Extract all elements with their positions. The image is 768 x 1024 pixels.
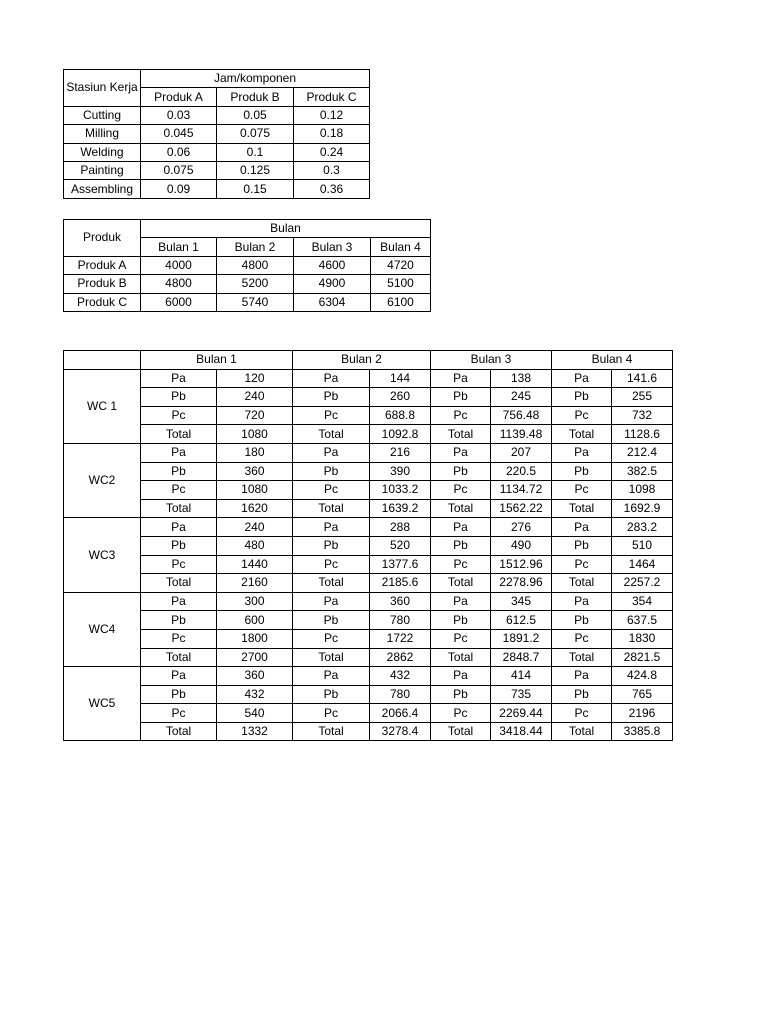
row-label: Pa: [431, 443, 491, 462]
table-cell: 414: [491, 667, 552, 686]
table-cell: 216: [370, 443, 431, 462]
row-label: Pc: [431, 704, 491, 723]
table-cell: 480: [217, 536, 293, 555]
row-label: Pc: [552, 704, 612, 723]
row-label: Pc: [293, 406, 370, 425]
table-cell: 2700: [217, 648, 293, 667]
row-label: Pa: [141, 518, 217, 537]
table-cell: 5740: [217, 293, 294, 311]
table-cell: 2269.44: [491, 704, 552, 723]
column-header: Produk C: [294, 88, 370, 106]
row-label: Pa: [293, 443, 370, 462]
table-cell: 1033.2: [370, 481, 431, 500]
table-cell: 0.12: [294, 106, 370, 124]
station-label: WC 1: [64, 369, 141, 443]
table-cell: 765: [612, 685, 673, 704]
table-cell: 354: [612, 592, 673, 611]
row-label: Pa: [431, 667, 491, 686]
table-row: [64, 685, 673, 704]
table-row: [64, 592, 673, 611]
table-row: [64, 462, 673, 481]
row-label: Pc: [293, 555, 370, 574]
table-cell: 432: [370, 667, 431, 686]
row-label: Assembling: [64, 180, 141, 198]
row-label: Pa: [293, 592, 370, 611]
table-cell: 612.5: [491, 611, 552, 630]
table-cell: 1332: [217, 722, 293, 741]
table-row: [64, 518, 673, 537]
row-label: Pa: [293, 369, 370, 388]
row-label: Pa: [552, 369, 612, 388]
row-label: Total: [552, 722, 612, 741]
row-label: Pc: [141, 481, 217, 500]
table-row: [64, 180, 370, 198]
table-row: [64, 406, 673, 425]
station-label: WC3: [64, 518, 141, 592]
table-row: [64, 106, 370, 124]
table-cell: 138: [491, 369, 552, 388]
table-cell: 288: [370, 518, 431, 537]
row-label: Pc: [141, 555, 217, 574]
table-cell: 0.09: [141, 180, 217, 198]
table-cell: 240: [217, 518, 293, 537]
table-row: [64, 555, 673, 574]
row-label: Pb: [552, 388, 612, 407]
table-cell: 0.24: [294, 143, 370, 161]
row-label: Pb: [431, 462, 491, 481]
table-cell: 2278.96: [491, 574, 552, 593]
table-cell: 1891.2: [491, 629, 552, 648]
table-cell: 1464: [612, 555, 673, 574]
table-cell: 2160: [217, 574, 293, 593]
row-label: Painting: [64, 161, 141, 179]
table-row: [64, 481, 673, 500]
table-cell: 688.8: [370, 406, 431, 425]
row-header: Stasiun Kerja: [64, 70, 141, 107]
table-cell: 0.075: [141, 161, 217, 179]
table-cell: 637.5: [612, 611, 673, 630]
row-label: Pb: [431, 685, 491, 704]
table-cell: 1512.96: [491, 555, 552, 574]
table-row: [64, 275, 431, 293]
table-cell: 1128.6: [612, 425, 673, 444]
table-cell: 1080: [217, 425, 293, 444]
table-cell: 0.05: [217, 106, 294, 124]
table-cell: 510: [612, 536, 673, 555]
row-label: Pb: [141, 611, 217, 630]
table-cell: 0.03: [141, 106, 217, 124]
table-cell: 2862: [370, 648, 431, 667]
table-row: [64, 256, 431, 274]
row-label: Pa: [431, 592, 491, 611]
table-cell: 1620: [217, 499, 293, 518]
row-label: Welding: [64, 143, 141, 161]
table-cell: 600: [217, 611, 293, 630]
row-label: Pb: [431, 388, 491, 407]
table-cell: 1800: [217, 629, 293, 648]
row-label: Pa: [552, 443, 612, 462]
row-label: Milling: [64, 125, 141, 143]
table-cell: 4720: [371, 256, 431, 274]
row-label: Pb: [431, 536, 491, 555]
table-cell: 780: [370, 685, 431, 704]
table-row: [64, 443, 673, 462]
table-row: [64, 293, 431, 311]
workstation-hours-table: [63, 69, 370, 199]
row-label: Pb: [141, 536, 217, 555]
table-cell: 490: [491, 536, 552, 555]
table-cell: 0.075: [217, 125, 294, 143]
table-cell: 1134.72: [491, 481, 552, 500]
table-cell: 5200: [217, 275, 294, 293]
month-header: Bulan 4: [552, 351, 673, 370]
row-label: Pa: [552, 592, 612, 611]
row-label: Cutting: [64, 106, 141, 124]
station-label: WC4: [64, 592, 141, 666]
row-label: Pa: [431, 518, 491, 537]
table-cell: 732: [612, 406, 673, 425]
column-header: Bulan 2: [217, 238, 294, 256]
table-cell: 144: [370, 369, 431, 388]
table-cell: 2185.6: [370, 574, 431, 593]
row-label: Pc: [552, 555, 612, 574]
row-label: Pc: [141, 406, 217, 425]
table-cell: 5100: [371, 275, 431, 293]
table-cell: 345: [491, 592, 552, 611]
row-label: Pc: [431, 481, 491, 500]
table-cell: 0.36: [294, 180, 370, 198]
table-row: [64, 667, 673, 686]
table-cell: 1440: [217, 555, 293, 574]
table-cell: 212.4: [612, 443, 673, 462]
table-cell: 1098: [612, 481, 673, 500]
table-cell: 1692.9: [612, 499, 673, 518]
row-label: Pc: [431, 629, 491, 648]
row-header: Produk: [64, 220, 141, 257]
row-label: Total: [293, 499, 370, 518]
row-label: Total: [431, 425, 491, 444]
row-label: Total: [552, 499, 612, 518]
row-label: Pa: [141, 667, 217, 686]
table-cell: 0.045: [141, 125, 217, 143]
table-cell: 3278.4: [370, 722, 431, 741]
table-row: [64, 369, 673, 388]
row-label: Total: [141, 722, 217, 741]
table-cell: 120: [217, 369, 293, 388]
column-header: Produk B: [217, 88, 294, 106]
row-label: Total: [431, 499, 491, 518]
row-label: Pc: [293, 629, 370, 648]
table-row: [64, 161, 370, 179]
table-cell: 360: [217, 667, 293, 686]
table-cell: 4600: [294, 256, 371, 274]
table-cell: 540: [217, 704, 293, 723]
column-header: Bulan 4: [371, 238, 431, 256]
station-label: WC2: [64, 443, 141, 517]
row-label: Pb: [141, 388, 217, 407]
row-label: Total: [141, 425, 217, 444]
month-header: Bulan 1: [141, 351, 293, 370]
column-header: Produk A: [141, 88, 217, 106]
table-cell: 432: [217, 685, 293, 704]
table-cell: 300: [217, 592, 293, 611]
table-cell: 1639.2: [370, 499, 431, 518]
row-label: Pa: [141, 369, 217, 388]
table-cell: 2848.7: [491, 648, 552, 667]
row-label: Pb: [293, 536, 370, 555]
row-label: Pc: [431, 406, 491, 425]
row-label: Total: [293, 722, 370, 741]
table-cell: 4000: [141, 256, 217, 274]
table-cell: 1080: [217, 481, 293, 500]
row-label: Pc: [552, 481, 612, 500]
row-label: Pa: [293, 667, 370, 686]
table-cell: 4900: [294, 275, 371, 293]
row-label: Total: [141, 574, 217, 593]
table-cell: 6000: [141, 293, 217, 311]
table-cell: 207: [491, 443, 552, 462]
table-row: [64, 499, 673, 518]
table-cell: 0.1: [217, 143, 294, 161]
table-cell: 1562.22: [491, 499, 552, 518]
monthly-demand-table: [63, 219, 431, 312]
table-row: [64, 722, 673, 741]
station-label: WC5: [64, 667, 141, 741]
row-label: Total: [141, 648, 217, 667]
row-label: Total: [293, 574, 370, 593]
row-label: Pb: [141, 462, 217, 481]
row-label: Total: [552, 425, 612, 444]
table-cell: 180: [217, 443, 293, 462]
table-cell: 255: [612, 388, 673, 407]
row-label: Produk C: [64, 293, 141, 311]
row-label: Pa: [431, 369, 491, 388]
row-label: Produk A: [64, 256, 141, 274]
table-cell: 2821.5: [612, 648, 673, 667]
table-cell: 4800: [217, 256, 294, 274]
row-label: Pb: [293, 462, 370, 481]
table-cell: 1092.8: [370, 425, 431, 444]
table-cell: 1830: [612, 629, 673, 648]
table-cell: 6100: [371, 293, 431, 311]
table-cell: 141.6: [612, 369, 673, 388]
month-header: Bulan 2: [293, 351, 431, 370]
corner-cell: [64, 351, 141, 370]
row-label: Total: [293, 648, 370, 667]
table-cell: 260: [370, 388, 431, 407]
row-label: Pb: [293, 388, 370, 407]
table-cell: 240: [217, 388, 293, 407]
table-cell: 3385.8: [612, 722, 673, 741]
table-cell: 6304: [294, 293, 371, 311]
row-label: Pb: [552, 611, 612, 630]
table-cell: 382.5: [612, 462, 673, 481]
month-header: Bulan 3: [431, 351, 552, 370]
table-row: [64, 629, 673, 648]
table-cell: 276: [491, 518, 552, 537]
table-row: [64, 125, 370, 143]
column-header: Bulan 3: [294, 238, 371, 256]
table-cell: 756.48: [491, 406, 552, 425]
column-header: Bulan 1: [141, 238, 217, 256]
table-cell: 360: [217, 462, 293, 481]
table-row: [64, 536, 673, 555]
group-header: Jam/komponen: [141, 70, 370, 88]
table-cell: 3418.44: [491, 722, 552, 741]
table-cell: 1722: [370, 629, 431, 648]
row-label: Pa: [552, 518, 612, 537]
row-label: Total: [431, 648, 491, 667]
table-cell: 0.18: [294, 125, 370, 143]
row-label: Pc: [552, 629, 612, 648]
table-row: [64, 143, 370, 161]
table-cell: 424.8: [612, 667, 673, 686]
row-label: Pb: [293, 611, 370, 630]
table-cell: 720: [217, 406, 293, 425]
row-label: Total: [552, 574, 612, 593]
table-cell: 283.2: [612, 518, 673, 537]
table-cell: 780: [370, 611, 431, 630]
row-label: Pb: [141, 685, 217, 704]
row-label: Pc: [431, 555, 491, 574]
row-label: Pb: [552, 685, 612, 704]
row-label: Pa: [293, 518, 370, 537]
table-row: [64, 648, 673, 667]
table-cell: 4800: [141, 275, 217, 293]
table-cell: 2257.2: [612, 574, 673, 593]
table-cell: 520: [370, 536, 431, 555]
row-label: Total: [552, 648, 612, 667]
table-row: [64, 425, 673, 444]
table-cell: 0.125: [217, 161, 294, 179]
row-label: Pc: [141, 629, 217, 648]
row-label: Pc: [552, 406, 612, 425]
row-label: Pc: [293, 481, 370, 500]
table-row: [64, 611, 673, 630]
table-cell: 0.06: [141, 143, 217, 161]
table-cell: 2196: [612, 704, 673, 723]
workload-table: [63, 350, 673, 741]
table-cell: 390: [370, 462, 431, 481]
table-cell: 1377.6: [370, 555, 431, 574]
table-cell: 1139.48: [491, 425, 552, 444]
table-cell: 735: [491, 685, 552, 704]
table-cell: 220.5: [491, 462, 552, 481]
table-row: [64, 704, 673, 723]
table-cell: 245: [491, 388, 552, 407]
table-cell: 360: [370, 592, 431, 611]
row-label: Produk B: [64, 275, 141, 293]
row-label: Pc: [141, 704, 217, 723]
group-header: Bulan: [141, 220, 431, 238]
table-row: [64, 574, 673, 593]
row-label: Total: [431, 574, 491, 593]
row-label: Pb: [431, 611, 491, 630]
row-label: Pb: [552, 536, 612, 555]
row-label: Pa: [141, 443, 217, 462]
row-label: Pa: [141, 592, 217, 611]
row-label: Total: [293, 425, 370, 444]
row-label: Pb: [293, 685, 370, 704]
row-label: Pc: [293, 704, 370, 723]
table-row: [64, 388, 673, 407]
row-label: Pa: [552, 667, 612, 686]
row-label: Total: [141, 499, 217, 518]
table-cell: 2066.4: [370, 704, 431, 723]
row-label: Pb: [552, 462, 612, 481]
table-cell: 0.3: [294, 161, 370, 179]
row-label: Total: [431, 722, 491, 741]
table-cell: 0.15: [217, 180, 294, 198]
